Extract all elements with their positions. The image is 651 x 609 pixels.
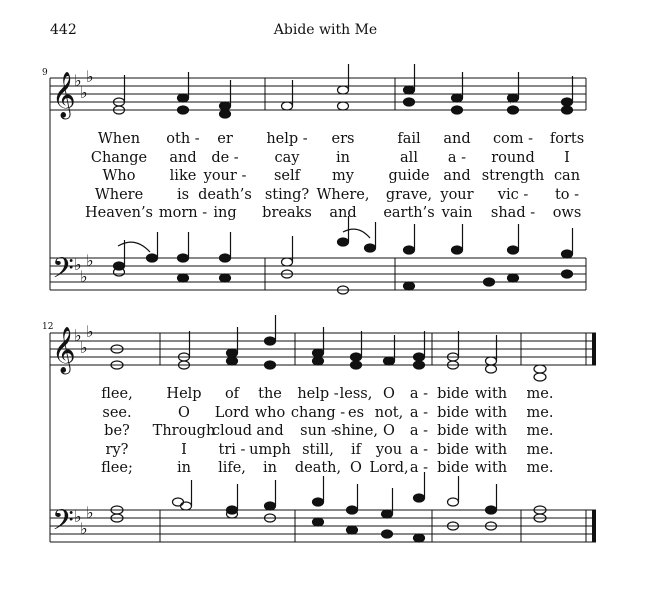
- lyric-syllable: bide: [437, 386, 469, 402]
- lyric-syllable: umph: [249, 441, 291, 458]
- lyric-syllable: de -: [211, 149, 239, 166]
- lyric-syllable: O: [383, 386, 395, 402]
- lyric-syllable: O: [383, 423, 395, 439]
- lyric-syllable: like: [169, 168, 197, 184]
- lyric-syllable: sun -: [300, 423, 336, 439]
- lyric-syllable: Lord: [214, 404, 250, 421]
- key-signature-flats: [74, 67, 94, 538]
- lyric-syllable: me.: [526, 423, 554, 439]
- lyric-syllable: earth’s: [383, 205, 435, 221]
- svg-text:♭: ♭: [86, 322, 94, 341]
- lyric-syllable: es: [347, 404, 365, 421]
- lyric-syllable: and: [443, 168, 471, 184]
- lyric-syllable: morn -: [158, 205, 208, 221]
- lyric-syllable: fail: [397, 131, 421, 147]
- lyric-syllable: your: [440, 186, 474, 203]
- lyric-syllable: forts: [549, 131, 585, 147]
- lyric-syllable: Help: [166, 386, 202, 402]
- lyric-syllable: still,: [302, 441, 334, 458]
- lyric-syllable: is: [176, 186, 190, 203]
- lyric-syllable: a -: [409, 460, 429, 476]
- lyric-syllable: I: [181, 441, 187, 458]
- bass-clef-icon: 𝄢: [52, 504, 74, 544]
- lyric-syllable: flee,: [101, 386, 133, 402]
- lyric-syllable: life,: [218, 460, 246, 476]
- lyric-syllable: ows: [552, 205, 582, 221]
- lyric-syllable: less,: [339, 386, 373, 402]
- lyric-syllable: and: [329, 205, 357, 221]
- lyric-syllable: bide: [437, 441, 469, 458]
- lyric-syllable: When: [97, 131, 141, 147]
- lyric-syllable: a -: [447, 149, 467, 166]
- lyric-syllable: strength: [481, 168, 545, 184]
- lyric-syllable: guide: [388, 168, 430, 184]
- bass-clef-icon: 𝄢: [52, 252, 74, 292]
- lyric-syllable: the: [258, 386, 282, 402]
- lyric-syllable: Where,: [316, 186, 370, 203]
- bass-staff-system-1: [50, 258, 586, 290]
- lyric-syllable: shad -: [490, 205, 536, 221]
- page-title: Abide with Me: [273, 22, 378, 38]
- lyric-syllable: me.: [526, 460, 554, 476]
- lyric-syllable: your -: [203, 168, 247, 184]
- lyric-syllable: oth -: [166, 131, 200, 147]
- svg-text:♭: ♭: [74, 326, 82, 345]
- svg-text:♭: ♭: [80, 267, 88, 286]
- lyric-syllable: self: [273, 168, 301, 184]
- lyric-syllable: round: [491, 149, 535, 166]
- lyric-syllable: help -: [297, 386, 339, 402]
- lyric-syllable: ing: [213, 205, 237, 221]
- lyric-syllable: O: [350, 460, 362, 476]
- lyric-syllable: tri -: [218, 441, 246, 458]
- lyric-syllable: vain: [441, 205, 473, 221]
- treble-staff-system-1: [50, 78, 586, 110]
- lyric-syllable: bide: [437, 460, 469, 476]
- lyric-syllable: shine,: [334, 423, 378, 439]
- measure-number-system-2: 12: [42, 322, 54, 332]
- lyric-syllable: not,: [374, 404, 404, 421]
- final-barline-bass: [592, 510, 596, 542]
- lyric-syllable: of: [224, 386, 240, 402]
- svg-text:♭: ♭: [74, 507, 82, 526]
- svg-text:♭: ♭: [80, 519, 88, 538]
- lyric-syllable: with: [474, 460, 508, 476]
- lyric-syllable: I: [564, 149, 570, 166]
- lyric-syllable: my: [332, 168, 354, 184]
- lyric-syllable: death,: [294, 460, 342, 476]
- lyric-syllable: who: [254, 404, 286, 421]
- lyric-syllable: Change: [90, 149, 148, 166]
- lyric-syllable: vic -: [497, 186, 529, 203]
- lyric-syllable: a -: [409, 441, 429, 458]
- lyric-syllable: Lord,: [369, 460, 409, 476]
- lyric-syllable: all: [400, 149, 418, 166]
- bass-staff-system-2: [50, 510, 596, 542]
- svg-text:♭: ♭: [74, 71, 82, 90]
- lyric-syllable: a -: [409, 423, 429, 439]
- lyric-syllable: me.: [526, 386, 554, 402]
- lyric-syllable: to -: [554, 186, 580, 203]
- lyric-syllable: bide: [437, 423, 469, 439]
- lyric-syllable: me.: [526, 441, 554, 458]
- lyric-syllable: and: [256, 423, 284, 439]
- lyric-syllable: in: [263, 460, 277, 476]
- lyric-syllable: a -: [409, 404, 429, 421]
- svg-text:♭: ♭: [86, 251, 94, 270]
- lyric-syllable: you: [375, 441, 403, 458]
- lyric-syllable: O: [178, 404, 190, 421]
- lyric-syllable: in: [336, 149, 350, 166]
- treble-clef-icon: 𝄞: [52, 327, 76, 373]
- lyric-syllable: flee;: [101, 460, 133, 476]
- lyric-syllable: ers: [331, 131, 355, 147]
- lyric-syllable: can: [553, 168, 581, 184]
- svg-text:♭: ♭: [74, 255, 82, 274]
- lyric-syllable: with: [474, 441, 508, 458]
- lyric-syllable: ry?: [105, 441, 129, 458]
- svg-text:♭: ♭: [86, 67, 94, 86]
- lyric-syllable: sting?: [264, 186, 310, 203]
- lyric-syllable: bide: [437, 404, 469, 421]
- lyric-syllable: Heaven’s: [84, 205, 154, 221]
- lyric-syllable: with: [474, 404, 508, 421]
- lyric-syllable: death’s: [198, 186, 252, 203]
- lyric-syllable: me.: [526, 404, 554, 421]
- lyric-syllable: with: [474, 423, 508, 439]
- svg-text:♭: ♭: [80, 83, 88, 102]
- lyric-syllable: com -: [492, 131, 534, 147]
- lyric-syllable: Through: [152, 423, 216, 439]
- lyric-syllable: chang -: [290, 404, 346, 421]
- lyric-syllable: help -: [266, 131, 308, 147]
- lyric-syllable: Where: [94, 186, 144, 203]
- treble-clef-icon: 𝄞: [52, 72, 76, 118]
- final-barline-treble: [592, 333, 596, 365]
- lyric-syllable: breaks: [262, 205, 312, 221]
- lyric-syllable: in: [177, 460, 191, 476]
- measure-number-system-1: 9: [42, 68, 48, 78]
- lyric-syllable: cay: [274, 149, 300, 166]
- lyric-syllable: Who: [102, 168, 136, 184]
- lyric-syllable: if: [350, 441, 361, 458]
- svg-text:♭: ♭: [86, 503, 94, 522]
- page-number: 442: [50, 22, 77, 38]
- lyric-syllable: a -: [409, 386, 429, 402]
- lyric-syllable: grave,: [385, 186, 433, 203]
- lyric-syllable: be?: [104, 423, 130, 439]
- lyric-syllable: with: [474, 386, 508, 402]
- lyric-syllable: see.: [102, 404, 132, 421]
- lyric-syllable: and: [443, 131, 471, 147]
- lyric-syllable: er: [217, 131, 233, 147]
- lyric-syllable: cloud: [211, 423, 253, 439]
- lyric-syllable: and: [169, 149, 197, 166]
- svg-text:♭: ♭: [80, 338, 88, 357]
